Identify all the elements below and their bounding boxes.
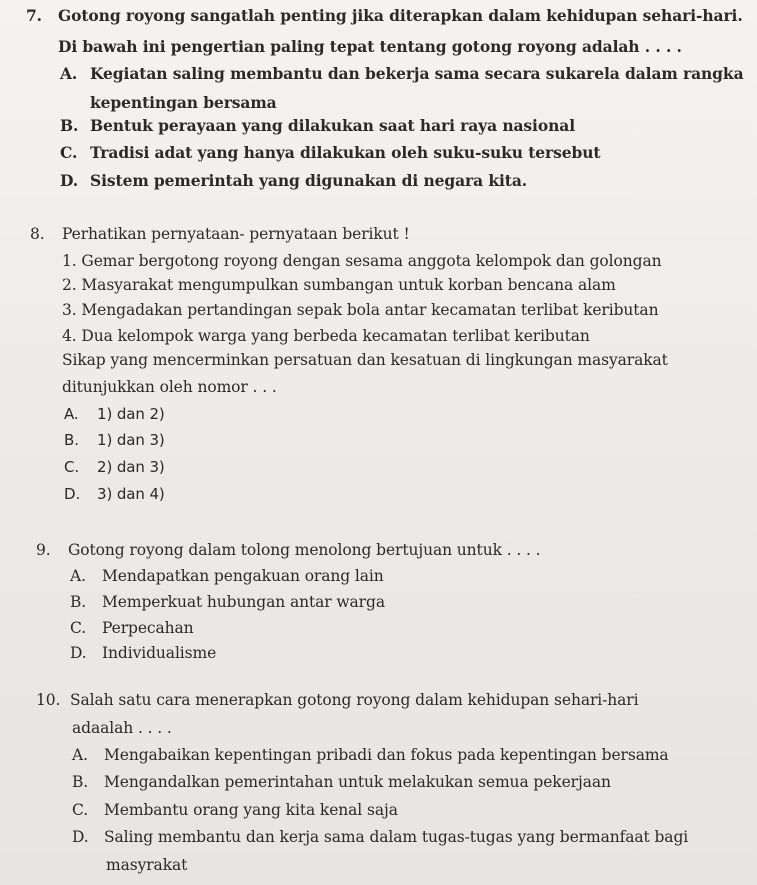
option-text: Kegiatan saling membantu dan bekerja sama secara sukarela dalam rangka — [90, 64, 744, 83]
option-text: 1) dan 2) — [97, 405, 165, 423]
option-text: Sistem pemerintah yang digunakan di negara kita. — [90, 171, 528, 190]
option-text: Perpecahan — [102, 619, 194, 637]
option-letter: A. — [60, 64, 78, 83]
option-text: Bentuk perayaan yang dilakukan saat hari raya nasional — [90, 116, 575, 135]
option-text: 3) dan 4) — [97, 485, 165, 503]
option-letter: A. — [70, 567, 86, 585]
option-text: Memperkuat hubungan antar warga — [102, 593, 385, 611]
option-letter: C. — [64, 458, 80, 476]
option-text: kepentingan bersama — [90, 93, 277, 112]
statement-item: 1. Gemar bergotong royong dengan sesama anggota kelompok dan golongan — [62, 252, 662, 270]
option-letter: A. — [64, 405, 79, 423]
statement-item: 2. Masyarakat mengumpulkan sumbangan untuk korban bencana alam — [62, 276, 616, 294]
option-letter: B. — [64, 431, 79, 449]
option-letter: D. — [60, 171, 79, 190]
question-number: 8. — [30, 225, 45, 243]
statement-item: 3. Mengadakan pertandingan sepak bola antar kecamatan terlibat keributan — [62, 301, 659, 319]
option-letter: C. — [72, 801, 89, 819]
statement-item: 4. Dua kelompok warga yang berbeda kecamatan terlibat keributan — [62, 327, 590, 345]
question-number: 10. — [36, 691, 61, 709]
option-letter: D. — [70, 644, 87, 662]
option-text: Mengabaikan kepentingan pribadi dan fokus pada kepentingan bersama — [104, 746, 669, 764]
option-text: Tradisi adat yang hanya dilakukan oleh suku-suku tersebut — [90, 143, 601, 162]
question-stem-line: Di bawah ini pengertian paling tepat tentang gotong royong adalah . . . . — [58, 37, 682, 56]
question-stem-line: Gotong royong dalam tolong menolong bertujuan untuk . . . . — [68, 541, 541, 559]
option-text: Mengandalkan pemerintahan untuk melakukan semua pekerjaan — [104, 773, 611, 791]
option-letter: C. — [70, 619, 87, 637]
question-stem-line: Perhatikan pernyataan- pernyataan berikut ! — [62, 225, 410, 243]
option-letter: A. — [72, 746, 88, 764]
question-stem-line: Salah satu cara menerapkan gotong royong dalam kehidupan sehari-hari — [70, 691, 639, 709]
option-letter: D. — [64, 485, 81, 503]
option-text: Mendapatkan pengakuan orang lain — [102, 567, 384, 585]
option-letter: C. — [60, 143, 78, 162]
question-followup-line: ditunjukkan oleh nomor . . . — [62, 378, 277, 396]
question-stem-line: Gotong royong sangatlah penting jika diterapkan dalam kehidupan sehari-hari. — [58, 6, 743, 25]
option-letter: B. — [60, 116, 79, 135]
option-text: 2) dan 3) — [97, 458, 165, 476]
option-text: Membantu orang yang kita kenal saja — [104, 801, 398, 819]
question-stem-line: adaalah . . . . — [72, 719, 172, 737]
question-number: 7. — [26, 6, 42, 25]
option-letter: D. — [72, 828, 89, 846]
option-text: Individualisme — [102, 644, 217, 662]
option-text: 1) dan 3) — [97, 431, 165, 449]
option-text: masyrakat — [106, 856, 188, 874]
question-number: 9. — [36, 541, 51, 559]
option-letter: B. — [72, 773, 89, 791]
question-followup-line: Sikap yang mencerminkan persatuan dan kesatuan di lingkungan masyarakat — [62, 351, 668, 369]
option-text: Saling membantu dan kerja sama dalam tugas-tugas yang bermanfaat bagi — [104, 828, 689, 846]
option-letter: B. — [70, 593, 87, 611]
